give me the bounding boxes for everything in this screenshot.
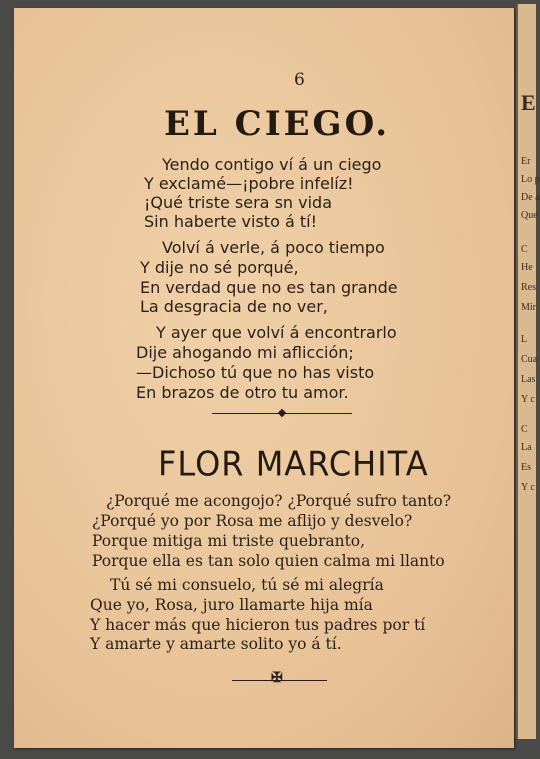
adjacent-page-fragment: L xyxy=(521,334,528,345)
poem-title-el-ciego: EL CIEGO. xyxy=(164,104,391,144)
verse-line: En brazos de otro tu amor. xyxy=(136,383,349,402)
adjacent-page-fragment: C xyxy=(521,244,528,255)
verse-line: Y amarte y amarte solito yo á tí. xyxy=(90,635,342,653)
verse-line: Volví á verle, á poco tiempo xyxy=(162,238,385,257)
verse-line: Y hacer más que hicieron tus padres por tí xyxy=(90,616,426,634)
adjacent-page-fragment: C xyxy=(521,424,528,435)
verse-line: ¿Porqué yo por Rosa me aflijo y desvelo? xyxy=(92,512,413,530)
verse-line: ¡Qué triste sera sn vida xyxy=(144,193,332,212)
verse-line: Y dije no sé porqué, xyxy=(140,258,299,277)
verse-line: Y exclamé—¡pobre infelíz! xyxy=(144,174,354,193)
cross-ornament-icon: ✠ xyxy=(271,670,283,686)
verse-line: Tú sé mi consuelo, tú sé mi alegría xyxy=(110,576,384,594)
adjacent-page-fragment: Er xyxy=(521,156,531,167)
page-number: 6 xyxy=(294,70,305,90)
adjacent-page-fragment: Y c xyxy=(521,394,535,405)
adjacent-page-fragment: Que xyxy=(521,210,538,221)
adjacent-page-fragment: He xyxy=(521,262,533,273)
verse-line: En verdad que no es tan grande xyxy=(140,278,398,297)
adjacent-page-fragment: Las xyxy=(521,374,536,385)
adjacent-page-fragment: Res xyxy=(521,282,536,293)
adjacent-page-fragment: Cua xyxy=(521,354,538,365)
verse-line: Que yo, Rosa, juro llamarte hija mía xyxy=(90,596,373,614)
adjacent-page-fragment: Lo p xyxy=(521,174,540,185)
verse-line: Y ayer que volví á encontrarlo xyxy=(156,323,397,342)
verse-line: Yendo contigo ví á un ciego xyxy=(162,155,382,174)
adjacent-page-fragment: Es xyxy=(521,462,531,473)
adjacent-page-fragment: Mir xyxy=(521,302,536,313)
adjacent-page-fragment: E xyxy=(521,90,536,115)
verse-line: Sin haberte visto á tí! xyxy=(144,212,317,231)
verse-line: Dije ahogando mi aflicción; xyxy=(136,343,354,362)
adjacent-page-fragment: Y c xyxy=(521,482,535,493)
adjacent-page-fragment: La xyxy=(521,442,532,453)
adjacent-page-edge xyxy=(516,4,540,739)
verse-line: ¿Porqué me acongojo? ¿Porqué sufro tanto? xyxy=(106,492,452,510)
verse-line: La desgracia de no ver, xyxy=(140,297,328,316)
verse-line: Porque ella es tan solo quien calma mi llanto xyxy=(92,552,445,570)
verse-line: —Dichoso tú que no has visto xyxy=(136,363,375,382)
adjacent-page-fragment: De a xyxy=(521,192,540,203)
verse-line: Porque mitiga mi triste quebranto, xyxy=(92,532,366,550)
poem-title-flor-marchita: FLOR MARCHITA xyxy=(158,444,429,484)
book-page xyxy=(14,8,514,748)
divider-diamond xyxy=(278,409,286,417)
